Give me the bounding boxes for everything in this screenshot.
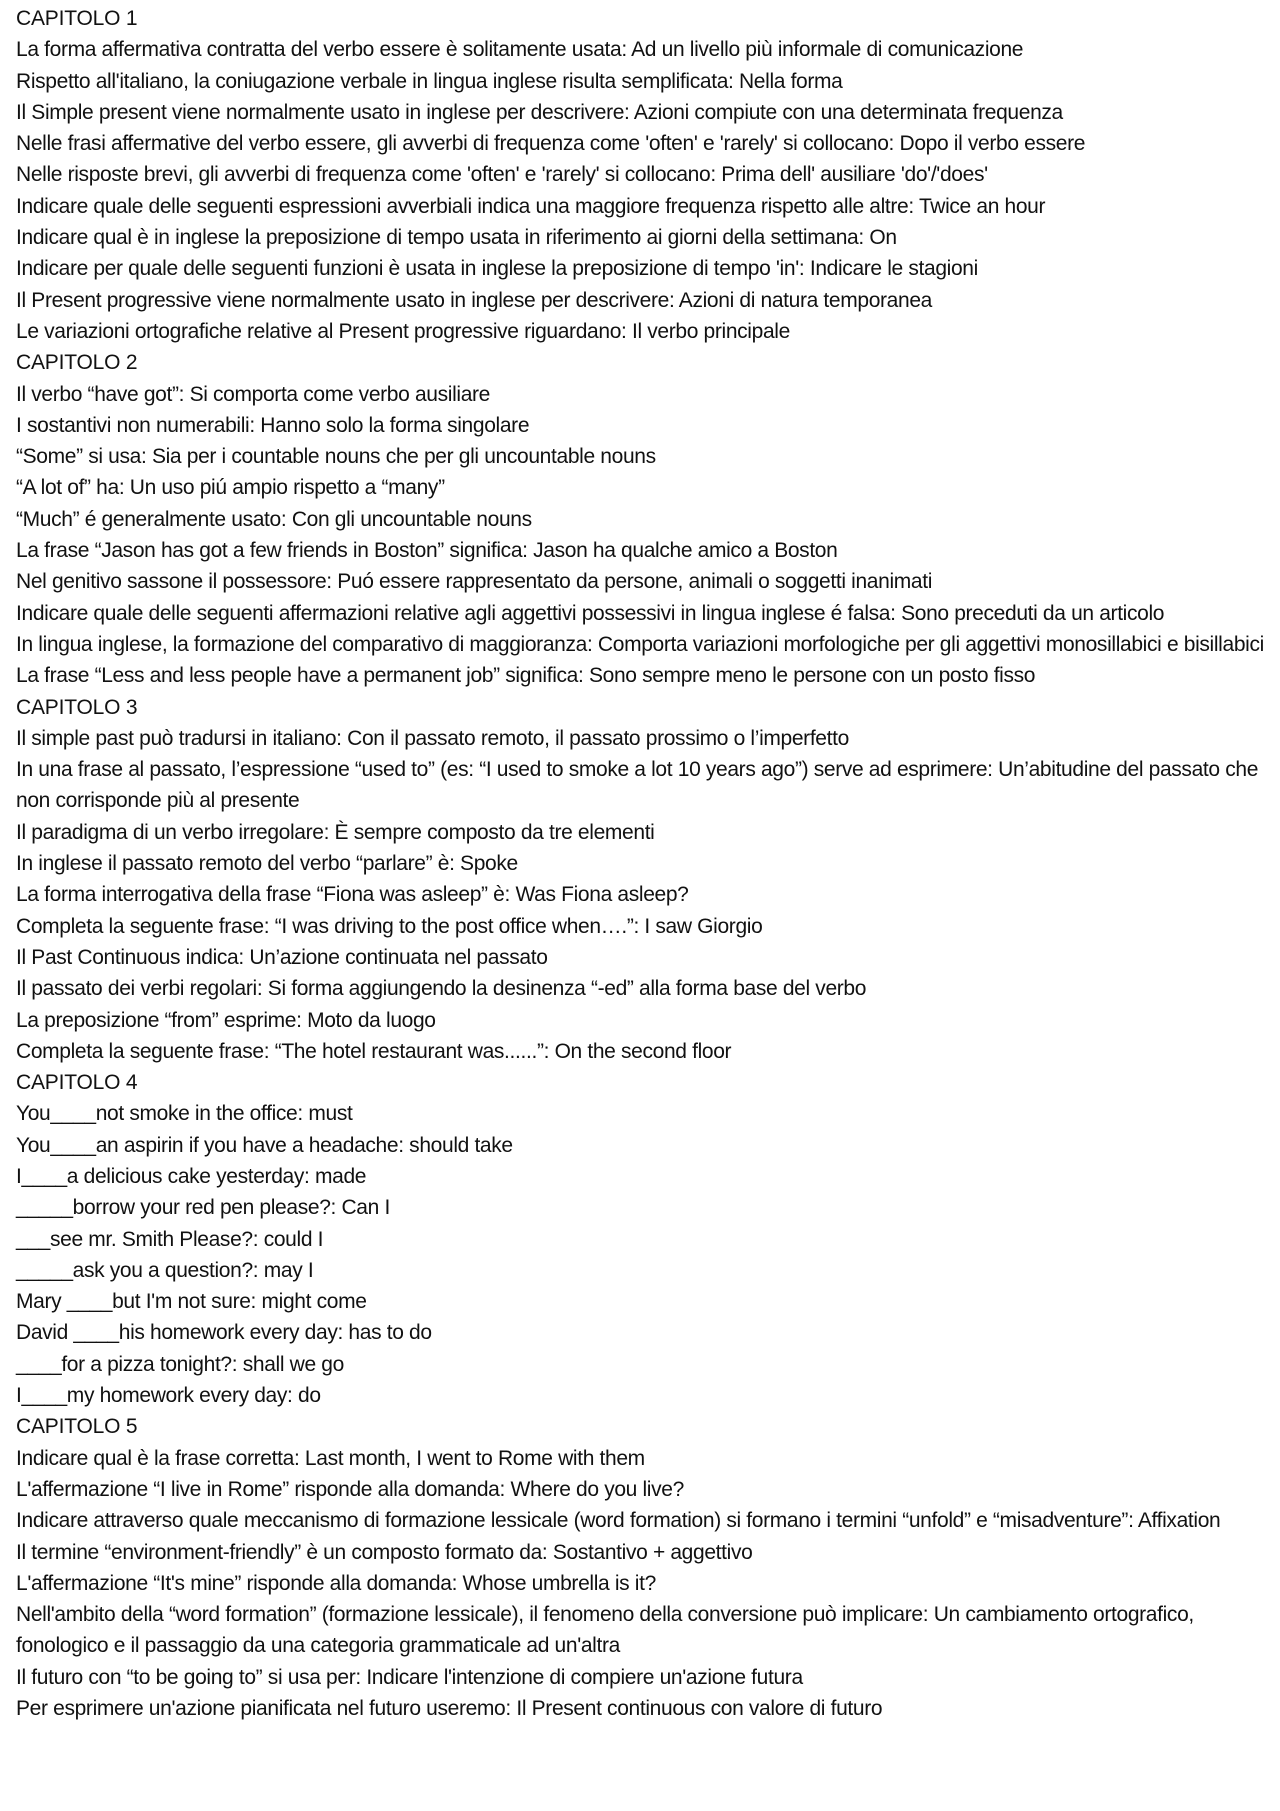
qa-line: Il simple past può tradursi in italiano: Con il passato remoto, il passato prossimo o l’imperfetto	[16, 726, 849, 750]
qa-line: In inglese il passato remoto del verbo “parlare” è: Spoke	[16, 852, 518, 876]
qa-line: Completa la seguente frase: “The hotel restaurant was......”: On the second floor	[16, 1039, 732, 1063]
qa-line: Completa la seguente frase: “I was driving to the post office when….”: I saw Giorgio	[16, 914, 763, 938]
qa-line: Rispetto all'italiano, la coniugazione verbale in lingua inglese risulta semplificata: Nella forma	[16, 69, 843, 93]
qa-line: Le variazioni ortografiche relative al Present progressive riguardano: Il verbo principale	[16, 319, 790, 343]
qa-line: Per esprimere un'azione pianificata nel futuro useremo: Il Present continuous con valore di futuro	[16, 1697, 883, 1721]
qa-line: Il paradigma di un verbo irregolare: È sempre composto da tre elementi	[16, 820, 655, 844]
qa-line: La frase “Less and less people have a permanent job” significa: Sono sempre meno le persone con un posto fisso	[16, 664, 1036, 688]
qa-line: In lingua inglese, la formazione del comparativo di maggioranza: Comporta variazioni morfologiche per gli aggettivi monosillabici e bisillabici	[16, 632, 1264, 656]
qa-line: Il Simple present viene normalmente usato in inglese per descrivere: Azioni compiute con una determinata frequenza	[16, 100, 1063, 124]
qa-line: I____my homework every day: do	[16, 1384, 321, 1408]
qa-line: _____ask you a question?: may I	[16, 1258, 314, 1282]
qa-line: La frase “Jason has got a few friends in Boston” significa: Jason ha qualche amico a Boston	[16, 539, 838, 563]
qa-line: Indicare attraverso quale meccanismo di formazione lessicale (word formation) si formano i termini “unfold” e “misadventure”: Affixation	[16, 1509, 1221, 1533]
qa-line: ____for a pizza tonight?: shall we go	[16, 1352, 344, 1376]
qa-line: Nelle frasi affermative del verbo essere, gli avverbi di frequenza come 'often' e 'rarely' si collocano: Dopo il verbo essere	[16, 132, 1086, 156]
qa-line: _____borrow your red pen please?: Can I	[16, 1196, 390, 1220]
qa-line: La forma interrogativa della frase “Fiona was asleep” è: Was Fiona asleep?	[16, 883, 689, 907]
qa-line: Il Past Continuous indica: Un’azione continuata nel passato	[16, 945, 548, 969]
qa-line: Indicare quale delle seguenti affermazioni relative agli aggettivi possessivi in lingua inglese é falsa: Sono preceduti da un articolo	[16, 601, 1165, 625]
qa-line: “Much” é generalmente usato: Con gli uncountable nouns	[16, 507, 532, 531]
qa-line: La forma affermativa contratta del verbo essere è solitamente usata: Ad un livello più informale di comunicazione	[16, 38, 1024, 62]
qa-line: L'affermazione “It's mine” risponde alla domanda: Whose umbrella is it?	[16, 1571, 656, 1595]
qa-line: Nell'ambito della “word formation” (formazione lessicale), il fenomeno della conversione può implicare: Un cambiamento ortografico, fonologico e il passaggio da una categoria grammaticale ad un'altra	[16, 1603, 1194, 1658]
qa-line: In una frase al passato, l’espressione “used to” (es: “I used to smoke a lot 10 years ago”) serve ad esprimere: Un’abitudine del passato che non corrisponde più al presente	[16, 758, 1259, 813]
qa-line: Il passato dei verbi regolari: Si forma aggiungendo la desinenza “-ed” alla forma base del verbo	[16, 977, 867, 1001]
qa-line: Il verbo “have got”: Si comporta come verbo ausiliare	[16, 382, 491, 406]
chapter-heading: CAPITOLO 2	[16, 351, 138, 375]
qa-line: La preposizione “from” esprime: Moto da luogo	[16, 1008, 436, 1032]
qa-line: I____a delicious cake yesterday: made	[16, 1164, 367, 1188]
qa-line: You____not smoke in the office: must	[16, 1102, 353, 1126]
chapter-heading: CAPITOLO 4	[16, 1071, 138, 1095]
chapter-heading: CAPITOLO 5	[16, 1415, 138, 1439]
qa-line: L'affermazione “I live in Rome” risponde alla domanda: Where do you live?	[16, 1477, 684, 1501]
qa-line: I sostantivi non numerabili: Hanno solo la forma singolare	[16, 413, 530, 437]
qa-line: Mary ____but I'm not sure: might come	[16, 1290, 367, 1314]
qa-line: Nelle risposte brevi, gli avverbi di frequenza come 'often' e 'rarely' si collocano: Prima dell' ausiliare 'do'/'does'	[16, 163, 988, 187]
qa-line: Indicare per quale delle seguenti funzioni è usata in inglese la preposizione di tempo 'in': Indicare le stagioni	[16, 257, 978, 281]
qa-line: Indicare quale delle seguenti espressioni avverbiali indica una maggiore frequenza rispetto alle altre: Twice an hour	[16, 194, 1046, 218]
qa-line: Il futuro con “to be going to” si usa per: Indicare l'intenzione di compiere un'azione futura	[16, 1665, 803, 1689]
qa-line: “A lot of” ha: Un uso piú ampio rispetto a “many”	[16, 476, 445, 500]
qa-line: Indicare qual è in inglese la preposizione di tempo usata in riferimento ai giorni della settimana: On	[16, 226, 897, 250]
chapter-heading: CAPITOLO 3	[16, 695, 138, 719]
chapter-heading: CAPITOLO 1	[16, 7, 138, 30]
qa-line: Indicare qual è la frase corretta: Last month, I went to Rome with them	[16, 1446, 645, 1470]
qa-line: ___see mr. Smith Please?: could I	[16, 1227, 324, 1251]
qa-line: “Some” si usa: Sia per i countable nouns che per gli uncountable nouns	[16, 445, 656, 469]
qa-line: David ____his homework every day: has to do	[16, 1321, 432, 1345]
qa-line: Il termine “environment-friendly” è un composto formato da: Sostantivo + aggettivo	[16, 1540, 753, 1564]
qa-line: You____an aspirin if you have a headache: should take	[16, 1133, 513, 1157]
qa-line: Nel genitivo sassone il possessore: Puó essere rappresentato da persone, animali o soggetti inanimati	[16, 570, 933, 594]
qa-line: Il Present progressive viene normalmente usato in inglese per descrivere: Azioni di natura temporanea	[16, 288, 932, 312]
